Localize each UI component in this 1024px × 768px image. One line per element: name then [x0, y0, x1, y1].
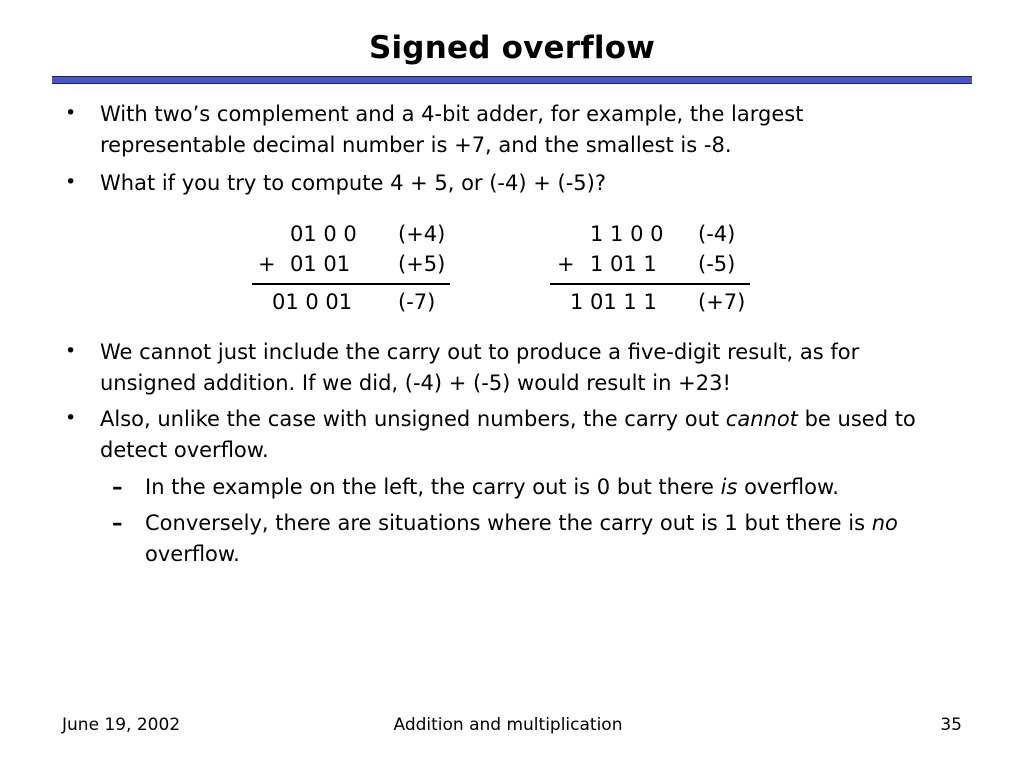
title-underline-bar — [52, 76, 972, 84]
sub-bullet-text-part: Conversely, there are situations where the carry out is 1 but there is — [145, 511, 872, 535]
calc-left-operand2-bits: 01 01 — [290, 252, 351, 276]
calc-left-operator: + — [258, 252, 276, 276]
sub-bullet-text-left-example — [145, 472, 975, 503]
sub-bullet-text-part: overflow. — [145, 542, 240, 566]
calc-right-operand1-value: (-4) — [698, 222, 736, 246]
calc-left-result-bits: 01 0 01 — [272, 290, 353, 314]
emphasis-text: no — [871, 511, 898, 535]
sub-bullet-text-part: In the example on the left, the carry out is 0 but there — [145, 475, 721, 499]
sub-bullet-text-conversely — [145, 508, 975, 570]
slide-title: Signed overflow — [368, 30, 656, 66]
calc-left-operand2-value: (+5) — [398, 252, 446, 276]
footer-date: June 19, 2002 — [62, 715, 181, 735]
calc-right-operator: + — [557, 252, 575, 276]
sub-bullet-text-part: overflow. — [737, 475, 839, 499]
bullet-marker: • — [65, 102, 77, 124]
footer-page-number: 35 — [940, 715, 962, 735]
sub-bullet-dash: – — [112, 475, 123, 499]
bullet-text-part: Also, unlike the case with unsigned numbers, the carry out — [100, 407, 726, 431]
bullet-marker: • — [65, 407, 77, 429]
calc-left-sum-line — [252, 283, 450, 285]
emphasis-text: is — [720, 475, 738, 499]
emphasis-text: cannot — [725, 407, 798, 431]
bullet-text-part: be used to detect overflow. — [100, 407, 916, 462]
calc-right-operand2-value: (-5) — [698, 252, 736, 276]
footer-topic: Addition and multiplication — [393, 715, 623, 735]
calc-right-sum-line — [550, 283, 750, 285]
calc-right-result-value: (+7) — [698, 290, 746, 314]
calc-left-result-value: (-7) — [398, 290, 436, 314]
bullet-text-carry-cannot-detect — [100, 404, 930, 466]
calc-left-operand1-value: (+4) — [398, 222, 446, 246]
sub-bullet-dash: – — [112, 511, 123, 535]
bullet-text-adder-range: With two’s complement and a 4-bit adder, for example, the largest representable decimal number is +7, and the smallest is -8. — [100, 102, 804, 157]
bullet-marker: • — [65, 340, 77, 362]
bullet-marker: • — [65, 171, 77, 193]
calc-right-operand2-bits: 1 01 1 — [590, 252, 657, 276]
bullet-text-compute-question: What if you try to compute 4 + 5, or (-4) + (-5)? — [100, 171, 606, 195]
calc-right-result-bits: 1 01 1 1 — [570, 290, 657, 314]
bullet-text-carry-out-unsigned: We cannot just include the carry out to produce a five-digit result, as for unsigned addition. If we did, (-4) + (-5) would result in +23! — [100, 340, 860, 395]
calc-right-operand1-bits: 1 1 0 0 — [590, 222, 664, 246]
calc-left-operand1-bits: 01 0 0 — [290, 222, 357, 246]
